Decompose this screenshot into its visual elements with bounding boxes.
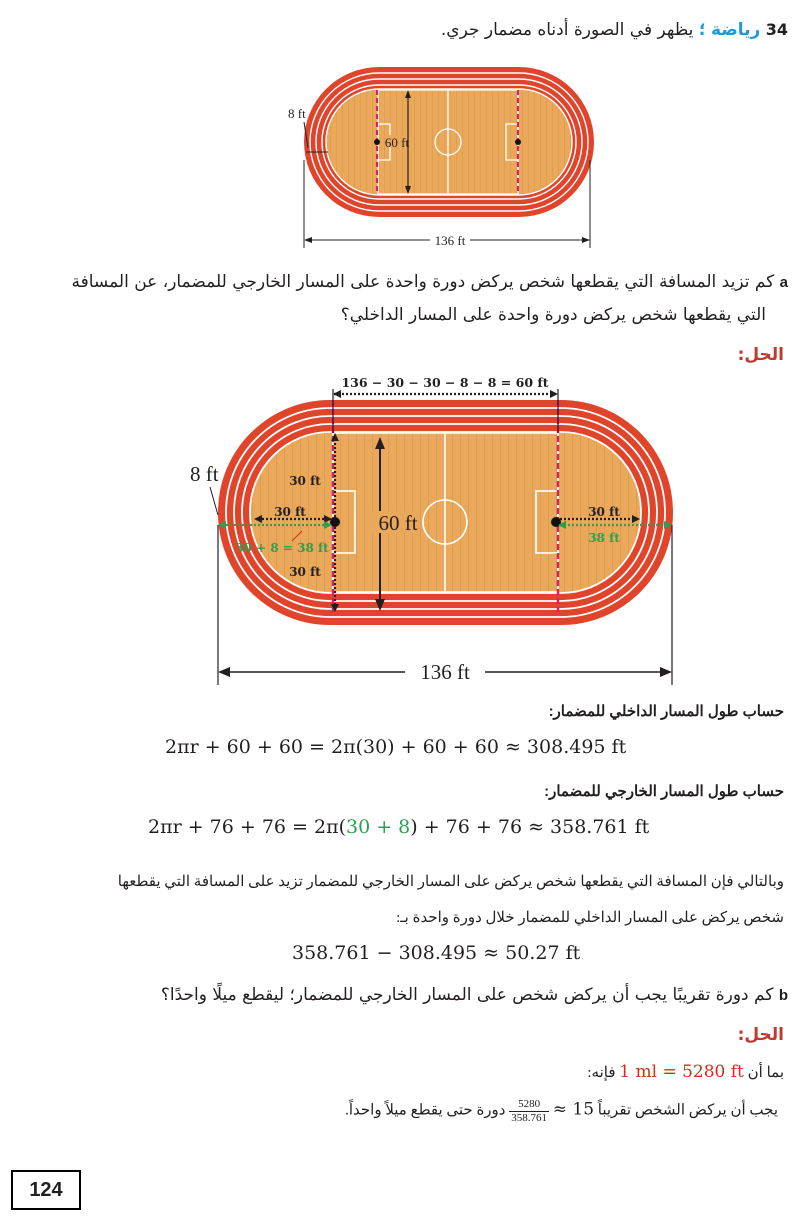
top-equation: 136 − 30 − 30 − 8 − 8 = 60 ft [341,375,549,390]
label-136ft: 136 ft [434,233,466,248]
label-136ft-large: 136 ft [420,660,470,684]
conclusion-line1: وبالتالي فإن المسافة التي يقطعها شخص يركض على المسار الخارجي للمضمار تزيد على المسافة التي يقطعها [117,874,784,890]
outer-eq-prefix: 2πr + 76 + 76 = 2π( [148,816,346,838]
label-8ft-large: 8 ft [190,462,219,486]
label-38ft-left: 30 + 8 = 38 ft [235,541,329,555]
since-prefix: بما أن [747,1065,784,1081]
label-30ft-lower: 30 ft [289,565,321,579]
track-figure-small [270,60,610,255]
since-suffix: فإنه: [587,1065,616,1081]
inner-equation: 2πr + 60 + 60 = 2π(30) + 60 + 60 ≈ 308.495 ft [165,736,627,758]
label-60ft: 60 ft [384,135,410,150]
answer-suffix: دورة حتى يقطع ميلاً واحداً. [345,1102,506,1119]
solution-label-a: الحل: [737,345,784,365]
label-30ft-right: 30 ft [588,505,620,519]
part-a-line1: كم تزيد المسافة التي يقطعها شخص يركض دورة واحدة على المسار الخارجي للمضمار، عن المسافة [71,272,775,292]
outer-equation [148,816,649,838]
inner-heading: حساب طول المسار الداخلي للمضمار: [548,703,784,720]
outer-eq-suffix: ) + 76 + 76 ≈ 358.761 ft [410,816,650,838]
part-b-text: كم دورة تقريبًا يجب أن يركض شخص على المسار الخارجي للمضمار؛ ليقطع ميلًا واحدًا؟ [160,985,774,1005]
label-8ft: 8 ft [288,106,306,121]
approx-value: ≈ 15 [552,1099,595,1120]
part-a-line2: التي يقطعها شخص يركض دورة واحدة على المسار الداخلي؟ [340,305,766,325]
question-category: رياضة [711,20,761,40]
answer-prefix: يجب أن يركض الشخص تقريباً [597,1102,778,1119]
part-b-letter: b [778,987,788,1004]
category-separator: ؛ [698,20,706,40]
question-intro [40,20,788,40]
answer-math [509,1098,594,1124]
part-a-letter: a [779,274,788,291]
fraction-numerator: 5280 [509,1098,549,1112]
conclusion-line2: شخص يركض على المسار الداخلي للمضمار خلال دورة واحدة بـ: [396,910,784,926]
solution-label-b: الحل: [737,1025,784,1045]
question-number: 34 [765,20,788,39]
label-30ft-upper: 30 ft [289,474,321,488]
label-30ft-left: 30 ft [274,505,306,519]
difference-equation: 358.761 − 308.495 ≈ 50.27 ft [292,942,581,964]
conclusion-text [60,864,784,936]
page-number: 124 [11,1170,81,1210]
track-figure-annotated [180,365,700,690]
question-intro-text: يظهر في الصورة أدناه مضمار جري. [440,20,694,40]
since-value: 1 ml = 5280 ft [619,1062,744,1082]
label-38ft-right: 38 ft [588,531,620,545]
outer-eq-green: 30 + 8 [346,816,411,838]
answer-fraction [509,1098,549,1124]
label-60ft-large: 60 ft [378,511,418,535]
part-a [40,266,788,331]
answer-line [345,1098,778,1124]
since-line [587,1062,784,1082]
outer-heading: حساب طول المسار الخارجي للمضمار: [544,783,784,800]
part-b [40,985,788,1005]
fraction-denominator: 358.761 [511,1111,547,1124]
